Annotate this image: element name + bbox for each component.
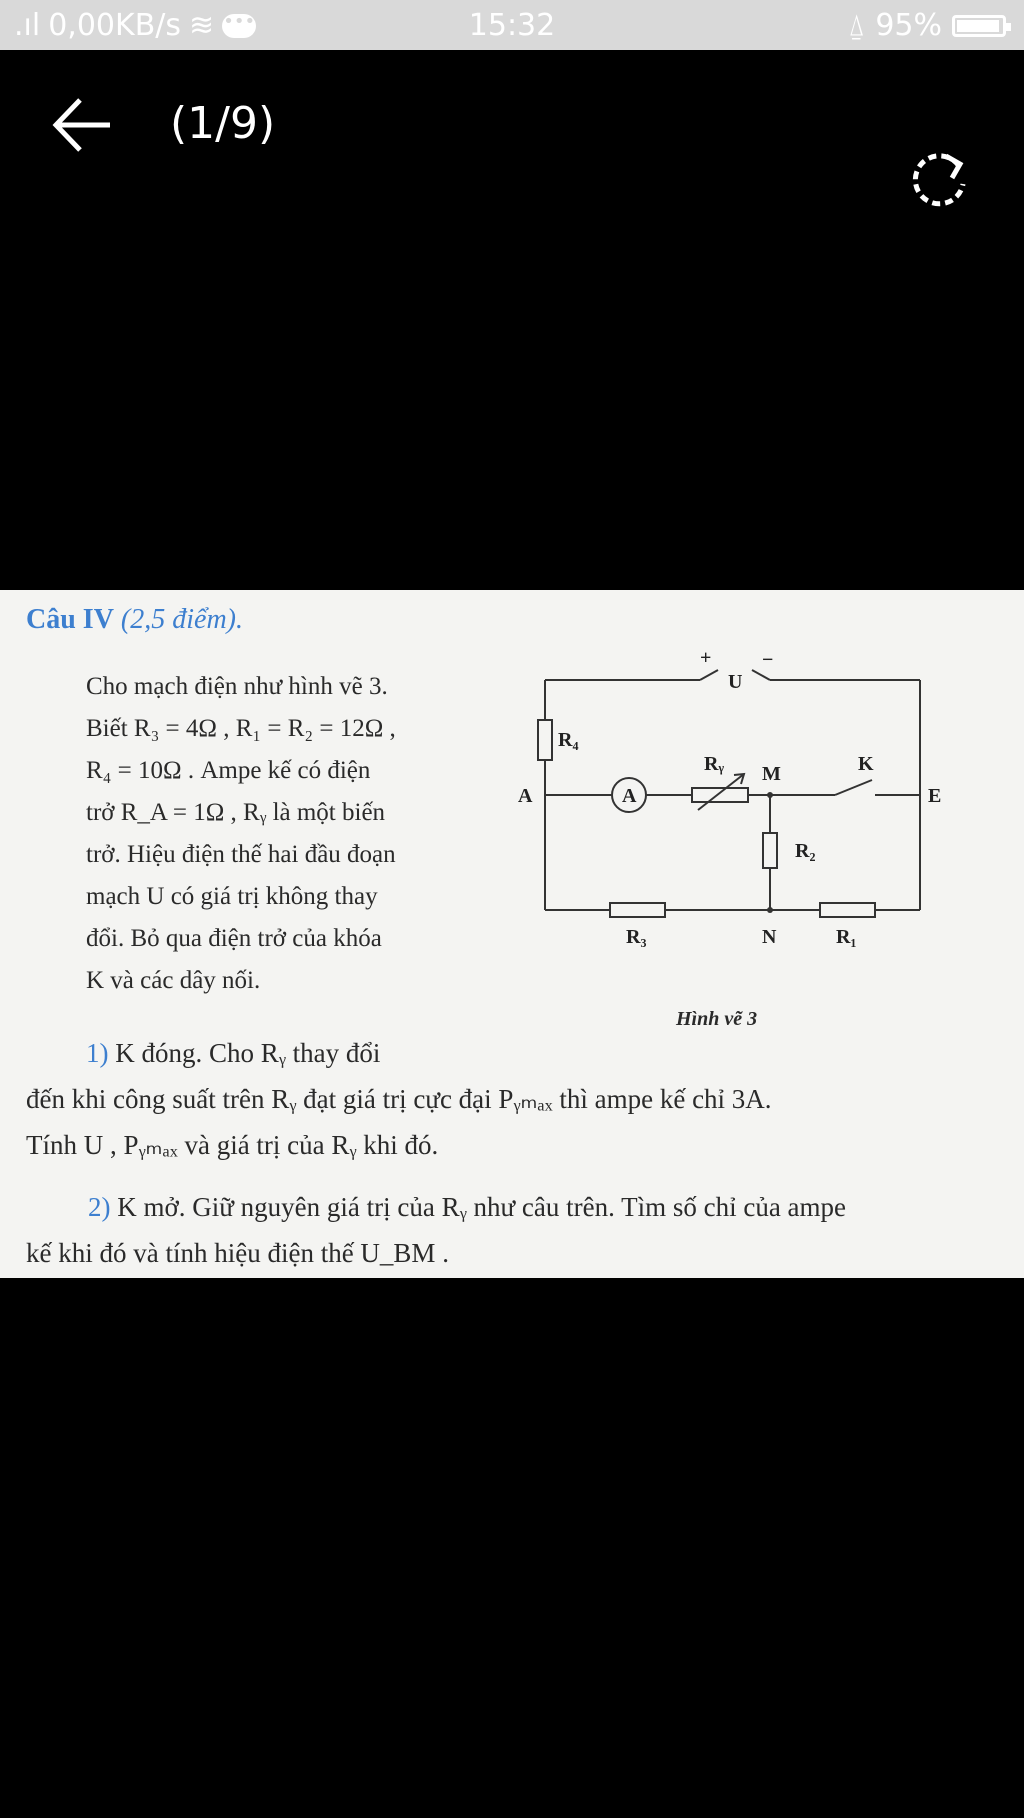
heading-label: Câu IV — [26, 604, 114, 635]
signal-icon: .ıl — [14, 8, 41, 43]
label-ammeter: A — [622, 785, 637, 807]
intro-line: đổi. Bỏ qua điện trở của khóa — [86, 925, 382, 952]
intro-line: R₄ = 10Ω . Ampe kế có điện — [86, 757, 371, 784]
battery-icon — [952, 15, 1006, 37]
label-Ry: Rᵧ — [704, 753, 725, 775]
battery-percent: 95% — [875, 8, 942, 43]
label-U: U — [728, 671, 743, 693]
refresh-icon[interactable] — [904, 144, 974, 214]
heading-points: (2,5 điểm). — [113, 604, 243, 635]
label-M: M — [762, 763, 781, 785]
intro-line: Cho mạch điện như hình vẽ 3. — [86, 673, 388, 700]
document-image — [0, 590, 1024, 1278]
question-1 — [26, 1030, 1006, 1168]
intro-line: trở. Hiệu điện thế hai đầu đoạn — [86, 841, 396, 868]
q1-line: Tính U , Pᵧₘₐₓ và giá trị của Rᵧ khi đó. — [26, 1130, 439, 1160]
circuit-diagram — [500, 650, 950, 990]
q2-line — [26, 1184, 1006, 1230]
label-plus: + — [700, 650, 712, 669]
alarm-icon: ⍙ — [847, 8, 866, 43]
back-arrow-icon[interactable] — [48, 90, 118, 160]
q1-line: đến khi công suất trên Rᵧ đạt giá trị cực đại Pᵧₘₐₓ thì ampe kế chỉ 3A. — [26, 1084, 772, 1114]
label-R1: R₁ — [836, 926, 857, 948]
q1-number: 1) — [86, 1038, 109, 1068]
label-E: E — [928, 785, 942, 807]
label-R4: R₄ — [558, 729, 579, 751]
chat-icon: ••• — [222, 14, 256, 38]
figure-caption: Hình vẽ 3 — [676, 1008, 758, 1030]
label-R2: R₂ — [795, 840, 816, 862]
status-time: 15:32 — [468, 8, 556, 43]
status-right — [847, 8, 1006, 43]
q2-line-text: K mở. Giữ nguyên giá trị của Rᵧ như câu trên. Tìm số chỉ của ampe — [110, 1192, 847, 1222]
question-heading — [26, 604, 243, 636]
intro-line: K và các dây nối. — [86, 967, 261, 994]
label-minus: − — [762, 650, 774, 671]
battery-fill — [957, 20, 999, 32]
network-speed: 0,00KB/s — [48, 8, 182, 43]
label-R3: R₃ — [626, 926, 647, 948]
problem-intro — [86, 666, 476, 1002]
intro-line: Biết R₃ = 4Ω , R₁ = R₂ = 12Ω , — [86, 715, 396, 742]
label-K: K — [858, 753, 874, 775]
status-bar — [0, 0, 1024, 50]
intro-line: mạch U có giá trị không thay — [86, 883, 378, 910]
wifi-icon: ≋ — [189, 8, 215, 43]
viewer-toolbar — [0, 50, 1024, 200]
q1-line — [26, 1030, 1006, 1076]
q2-line: kế khi đó và tính hiệu điện thế U_BM . — [26, 1238, 449, 1268]
question-2 — [26, 1184, 1006, 1276]
q1-line-text: K đóng. Cho Rᵧ thay đổi — [108, 1038, 381, 1068]
intro-line: trở R_A = 1Ω , Rᵧ là một biến — [86, 799, 386, 826]
q2-number: 2) — [88, 1192, 111, 1222]
label-N: N — [762, 926, 777, 948]
label-A-node: A — [518, 785, 533, 807]
page-counter: (1/9) — [170, 98, 276, 149]
